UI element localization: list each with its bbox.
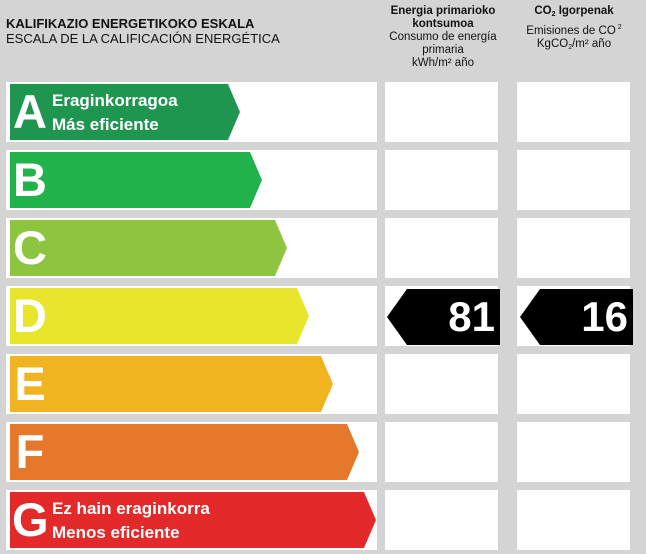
rating-bar-d-shape [10, 288, 309, 344]
energy-subtitle-line2: primaria [422, 44, 464, 56]
rating-letter-g: G [12, 493, 49, 546]
energy-cell-g [385, 490, 498, 550]
energy-subtitle-line1: Consumo de energía [389, 31, 497, 43]
co2-unit-suffix: /m² año [572, 38, 612, 50]
co2-unit-prefix: KgCO [536, 38, 569, 50]
rating-bar-e [10, 356, 333, 412]
co2-unit-sub: 2 [568, 44, 573, 51]
co2-cell-e [517, 354, 630, 414]
rating-bar-f-shape [10, 424, 359, 480]
rating-bar-c [10, 220, 287, 276]
scale-title-es: ESCALA DE LA CALIFICACIÓN ENERGÉTICA [6, 31, 280, 46]
rating-g-label-eu: Ez hain eraginkorra [52, 499, 210, 518]
scale-title-eu: KALIFIKAZIO ENERGETIKOKO ESKALA [6, 16, 255, 31]
rating-a-label-eu: Eraginkorragoa [52, 91, 178, 110]
rating-bar-f [10, 424, 359, 480]
rating-letter-b: B [13, 153, 47, 206]
rating-letter-c: C [13, 221, 47, 274]
energy-cell-b [385, 150, 498, 210]
energy-title-line2: kontsumoa [412, 18, 474, 30]
co2-subtitle-prefix: Emisiones de CO [526, 25, 616, 37]
rating-letter-d: D [13, 289, 47, 342]
co2-cell-c [517, 218, 630, 278]
energy-cell-c [385, 218, 498, 278]
co2-title-prefix: CO [534, 5, 552, 17]
rating-bar-c-shape [10, 220, 287, 276]
rating-a-label-es: Más eficiente [52, 115, 159, 134]
energy-unit: kWh/m² año [412, 57, 474, 69]
co2-column-header [512, 5, 636, 54]
energy-cell-e [385, 354, 498, 414]
energy-title-line1: Energia primarioko [390, 5, 496, 17]
energy-cell-a [385, 82, 498, 142]
co2-cell-f [517, 422, 630, 482]
energy-rating-value: 81 [448, 293, 495, 340]
co2-cell-a [517, 82, 630, 142]
co2-subtitle-sup: 2 [617, 24, 622, 31]
co2-title [512, 5, 636, 21]
rating-letter-a: A [13, 85, 47, 138]
co2-title-suffix: Igorpenak [558, 5, 614, 17]
co2-cell-b [517, 150, 630, 210]
co2-subtitle [512, 21, 636, 38]
rating-g-label-es: Menos eficiente [52, 523, 180, 542]
rating-bar-e-shape [10, 356, 333, 412]
rating-letter-e: E [14, 357, 46, 410]
rating-letter-f: F [15, 425, 45, 478]
energy-column-header [381, 5, 505, 70]
co2-title-sub: 2 [551, 11, 556, 18]
co2-cell-g [517, 490, 630, 550]
co2-unit [512, 38, 636, 54]
scale-title [6, 16, 376, 46]
rating-bar-d [10, 288, 309, 344]
energy-cell-f [385, 422, 498, 482]
co2-rating-value: 16 [581, 293, 628, 340]
